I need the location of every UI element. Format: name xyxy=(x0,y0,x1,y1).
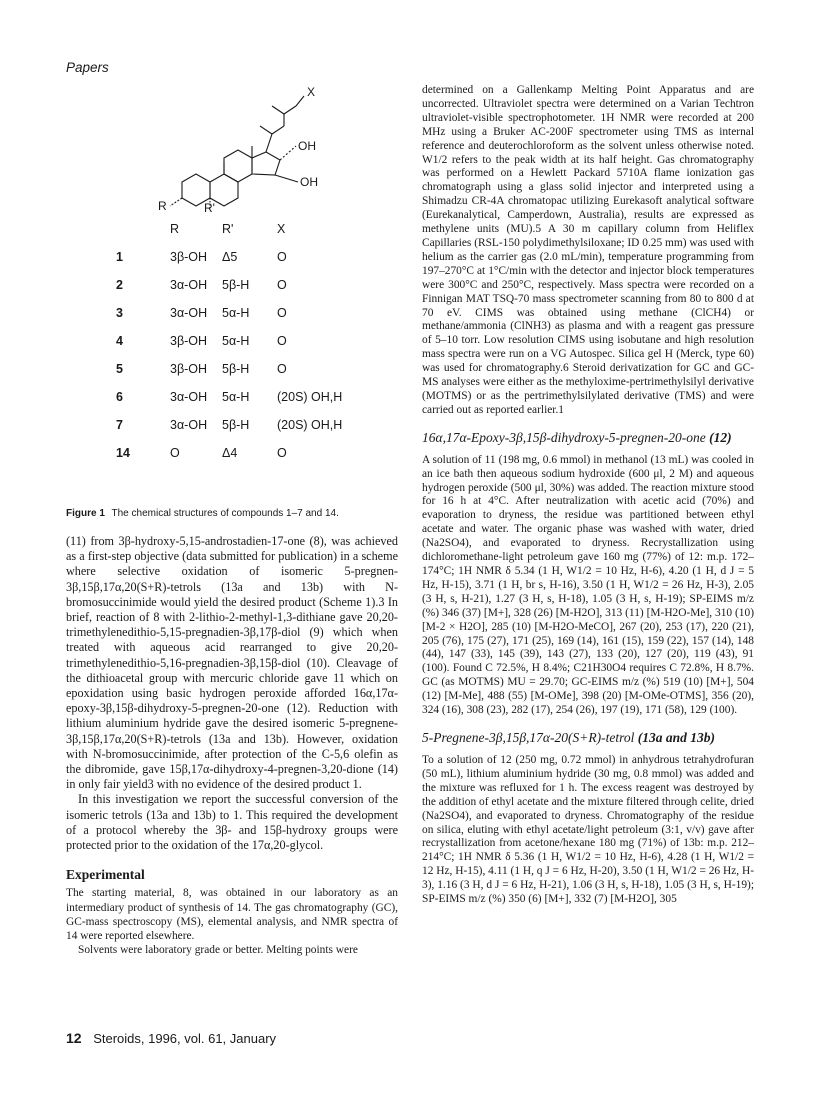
compound-number: 14 xyxy=(116,446,130,460)
compound-number: 4 xyxy=(116,334,123,348)
compound-rprime: 5β-H xyxy=(222,418,250,432)
running-header: Papers xyxy=(66,60,109,75)
compound-r: 3β-OH xyxy=(170,362,208,376)
body-paragraph: To a solution of 12 (250 mg, 0.72 mmol) in anhydrous tetrahydrofuran (50 mL), lithium aluminium hydride (30 mg, 0.8 mmol) was added and the mixture was refluxed for 1 h. The excess reagent was destroyed by the addition of ethyl acetate and the mixture filtered through celite, dried (Na2SO4), and evaporated to dryness. Chromatography of the residue on silica, eluting with ethyl acetate/light petroleum (3:1, v/v) gave after recrystallization from acetone/hexane 180 mg (71%) of 13b: m.p. 212–214°C; 1H NMR δ 5.36 (1 H, W1/2 = 10 Hz, H-6), 4.28 (1 H, W1/2 = 12 Hz, H-15), 4.11 (1 H, q J = 6 Hz, H-20), 3.50 (1 H, W1/2 = 26 Hz, H-3), 1.16 (3 H, d J = 6 Hz, H-21), 1.06 (3 H, s, H-18), 1.05 (3 H, s, H-19); SP-EIMS m/z (%) 350 (6) [M+], 332 (7) [M-H2O], 305 xyxy=(422,753,754,906)
compound-row xyxy=(100,278,400,296)
subsection-heading-text: 5-Pregnene-3β,15β,17α-20(S+R)-tetrol xyxy=(422,729,635,745)
compound-number: 5 xyxy=(116,362,123,376)
compound-row xyxy=(100,334,400,352)
section-heading-experimental: Experimental xyxy=(66,867,145,883)
substituent-r-label: R xyxy=(158,199,167,213)
compound-rprime: 5α-H xyxy=(222,306,250,320)
compound-x: O xyxy=(277,250,287,264)
body-paragraph: The starting material, 8, was obtained in our laboratory as an intermediary product of synthesis of 14. The gas chromatography (GC), GC-mass spectroscopy (MS), elemental analysis, and NMR spectra of 14 were reported elsewhere. xyxy=(66,887,398,943)
compound-row xyxy=(100,390,400,408)
body-paragraph: (11) from 3β-hydroxy-5,15-androstadien-17-one (8), was achieved as a first-step objective (data submitted for publication) in a scheme where selective oxidation of isomeric 5-pregnen-3β,15β,17α,20(S+R)-tetrols (13a and 13b) with N-bromosuccinimide would yield the desired product (Scheme 1).3 In brief, reaction of 8 with 2-lithio-2-methyl-1,3-dithiane gave 20,20-trimethylenedithio-5,15-pregnadien-3β,17β-diol (9) which when treated with aqueous acid rearranged to give 20,20-trimethylenedithio-5,16-pregnadien-3β,15β-diol (10). Cleavage of the dithioacetal group with mercuric chloride gave 11 which on epoxidation using basic hydrogen peroxide afforded 16α,17α-epoxy-3β,15β-dihydroxy-5-pregnen-20-one (12). Reduction with lithium aluminium hydride gave the desired isomeric 5-pregnene-3β,15β,17α,20(S+R)-tetrols (13a and 13b). However, oxidation with N-bromosuccinimide, after protection of the C-5,6 olefin as the dibromide, gave 15β,17α-dihydroxy-4-pregnen-3,20-dione (14) in only fair yield3 with no evidence of the desired product 1. xyxy=(66,534,398,792)
steroid-structure-diagram xyxy=(100,84,410,214)
compound-x: O xyxy=(277,334,287,348)
compound-number: 7 xyxy=(116,418,123,432)
col-header-rprime: R' xyxy=(222,222,234,236)
compound-number: 2 xyxy=(116,278,123,292)
col-header-r: R xyxy=(170,222,180,236)
compound-row xyxy=(100,446,400,464)
figure-1 xyxy=(100,84,410,504)
compound-x: O xyxy=(277,362,287,376)
compound-rprime: 5β-H xyxy=(222,278,250,292)
compound-x: O xyxy=(277,278,287,292)
subsection-heading-text: 16α,17α-Epoxy-3β,15β-dihydroxy-5-pregnen-20-one xyxy=(422,429,706,445)
body-paragraph: A solution of 11 (198 mg, 0.6 mmol) in methanol (13 mL) was cooled in an ice bath then aqueous sodium hydroxide (600 μl, 2 M) and aqueous hydrogen peroxide (500 μl, 30%) was added. The reaction mixture stood for 16 h at 4°C. After neutralization with acetic acid (70%) and evaporation to dryness, the residue was partitioned between ethyl acetate and water. The organic phase was washed with water, dried (Na2SO4), and evaporated to dryness. Recrystallization using dichloromethane-light petroleum gave 160 mg (77%) of 12: m.p. 172–174°C; 1H NMR δ 5.34 (1 H, W1/2 = 10 Hz, H-6), 4.20 (1 H, d J = 5 Hz, H-15), 3.71 (1 H, br s, H-16), 3.50 (1 H, W1/2 = 26 Hz, H-3), 2.05 (3 H, s, H-21), 1.27 (3 H, s, H-18), 1.05 (3 H, s, H-19); SP-EIMS m/z (%) 346 (37) [M+], 328 (26) [M-H2O], 313 (11) [M-H2O-Me], 310 (10) [M-2 × H2O], 285 (10) [M-H2O-MeCO], 267 (20), 253 (17), 220 (21), 205 (76), 175 (27), 171 (25), 169 (14), 161 (15), 159 (22), 157 (14), 148 (44), 147 (33), 145 (39), 143 (27), 133 (20), 127 (20), 119 (43), 91 (100). Found C 72.5%, H 8.4%; C21H30O4 requires C 72.8%, H 8.7%. GC (as MOTMS) MU = 29.70; GC-EIMS m/z (%) 519 (10) [M+], 504 (12) [M-Me], 488 (55) [M-OMe], 398 (20) [M-OMe-OTMS], 356 (20), 324 (16), 308 (23), 282 (17), 254 (26), 197 (19), 171 (58), 129 (100). xyxy=(422,453,754,717)
body-paragraph: In this investigation we report the successful conversion of the isomeric tetrols (13a and 13b) to 1. This required the development of a protocol whereby the 3β- and 15β-hydroxy groups were protected prior to the oxidation of the 17α,20-glycol. xyxy=(66,792,398,853)
compound-row xyxy=(100,306,400,324)
compound-r: 3β-OH xyxy=(170,250,208,264)
hydroxyl-label-17: OH xyxy=(298,139,316,153)
compound-r: 3α-OH xyxy=(170,278,208,292)
compound-rprime: 5β-H xyxy=(222,362,250,376)
figure-caption xyxy=(66,508,396,519)
substituent-rprime-label: R' xyxy=(204,201,215,214)
compound-rprime: Δ4 xyxy=(222,446,238,460)
compound-row xyxy=(100,250,400,268)
substituent-x-label: X xyxy=(307,85,316,99)
compound-rprime: Δ5 xyxy=(222,250,238,264)
left-column xyxy=(66,534,398,957)
compound-r: O xyxy=(170,446,180,460)
hydroxyl-label-15: OH xyxy=(300,175,318,189)
compound-row xyxy=(100,362,400,380)
compound-r: 3α-OH xyxy=(170,390,208,404)
page-number: 12 xyxy=(66,1030,82,1046)
compound-number: 3 xyxy=(116,306,123,320)
subsection-heading-number: (12) xyxy=(709,429,732,445)
compound-r: 3α-OH xyxy=(170,306,208,320)
compound-number: 6 xyxy=(116,390,123,404)
compound-x: O xyxy=(277,446,287,460)
subsection-heading-compound-13 xyxy=(422,730,754,746)
compound-r: 3α-OH xyxy=(170,418,208,432)
right-column xyxy=(422,84,754,907)
body-paragraph: Solvents were laboratory grade or better. Melting points were xyxy=(78,944,358,957)
subsection-heading-number: (13a and 13b) xyxy=(637,729,715,745)
figure-caption-text: The chemical structures of compounds 1–7 and 14. xyxy=(111,508,339,519)
compound-x: O xyxy=(277,306,287,320)
compound-number: 1 xyxy=(116,250,123,264)
compound-table-header xyxy=(100,222,400,240)
compound-rprime: 5α-H xyxy=(222,390,250,404)
compound-r: 3β-OH xyxy=(170,334,208,348)
journal-citation: Steroids, 1996, vol. 61, January xyxy=(93,1031,277,1046)
compound-rprime: 5α-H xyxy=(222,334,250,348)
compound-row xyxy=(100,418,400,436)
compound-x: (20S) OH,H xyxy=(277,418,343,432)
page-footer xyxy=(66,1030,276,1046)
body-paragraph: determined on a Gallenkamp Melting Point Apparatus and are uncorrected. Ultraviolet spectra were determined on a Varian Techtron ultraviolet-visible spectrophotometer. 1H NMR were recorded at 200 MHz using a Bruker AC-200F spectrometer using TMS as internal reference and deuterochloroform as the solvent unless otherwise noted. W1/2 refers to the peak width at its half height. Gas chromatography was performed on a Hewlett Packard 5710A flame ionization gas chromatograph using a glass solid injector and interpreted using a Shimadzu CR-4A chromatopac utilizing Eurekasoft analytical software (Eurekanalytical, Camperdown, Australia), results are expressed as methylene units (MU).5 A 30 m capillary column from Heliflex Capillaries (RSL-150 polydimethylsiloxane; ID 0.25 mm) was used with helium as the carrier gas (2.0 mL/min), temperature programming from 197–270°C at 1°C/min with the detector and injector block temperatures were 300°C and 250°C, respectively. Mass spectra were recorded on a Finnigan MAT TSQ-70 mass spectrometer scanning from 80 to 800 d at 70 eV. CIMS was obtained using methane (ClCH4) or methane/ammonia (ClNH3) as plasma and with a reagent gas pressure of 5–10 torr. Low resolution CIMS using isobutane and high resolution mass spectra were run on a VG Autospec. Silica gel H (Merck, type 60) was used for chromatography.6 Steroid derivatization for GC and GC-MS analyses were either as the methyloxime-pertrimethylsilyl derivative (MOTMS) or as the pertrimethylsilylated derivative (TMS) and were carried out as reported earlier.1 xyxy=(422,84,754,416)
figure-caption-label: Figure 1 xyxy=(66,508,105,519)
compound-x: (20S) OH,H xyxy=(277,390,343,404)
col-header-x: X xyxy=(277,222,286,236)
subsection-heading-compound-12 xyxy=(422,430,754,446)
